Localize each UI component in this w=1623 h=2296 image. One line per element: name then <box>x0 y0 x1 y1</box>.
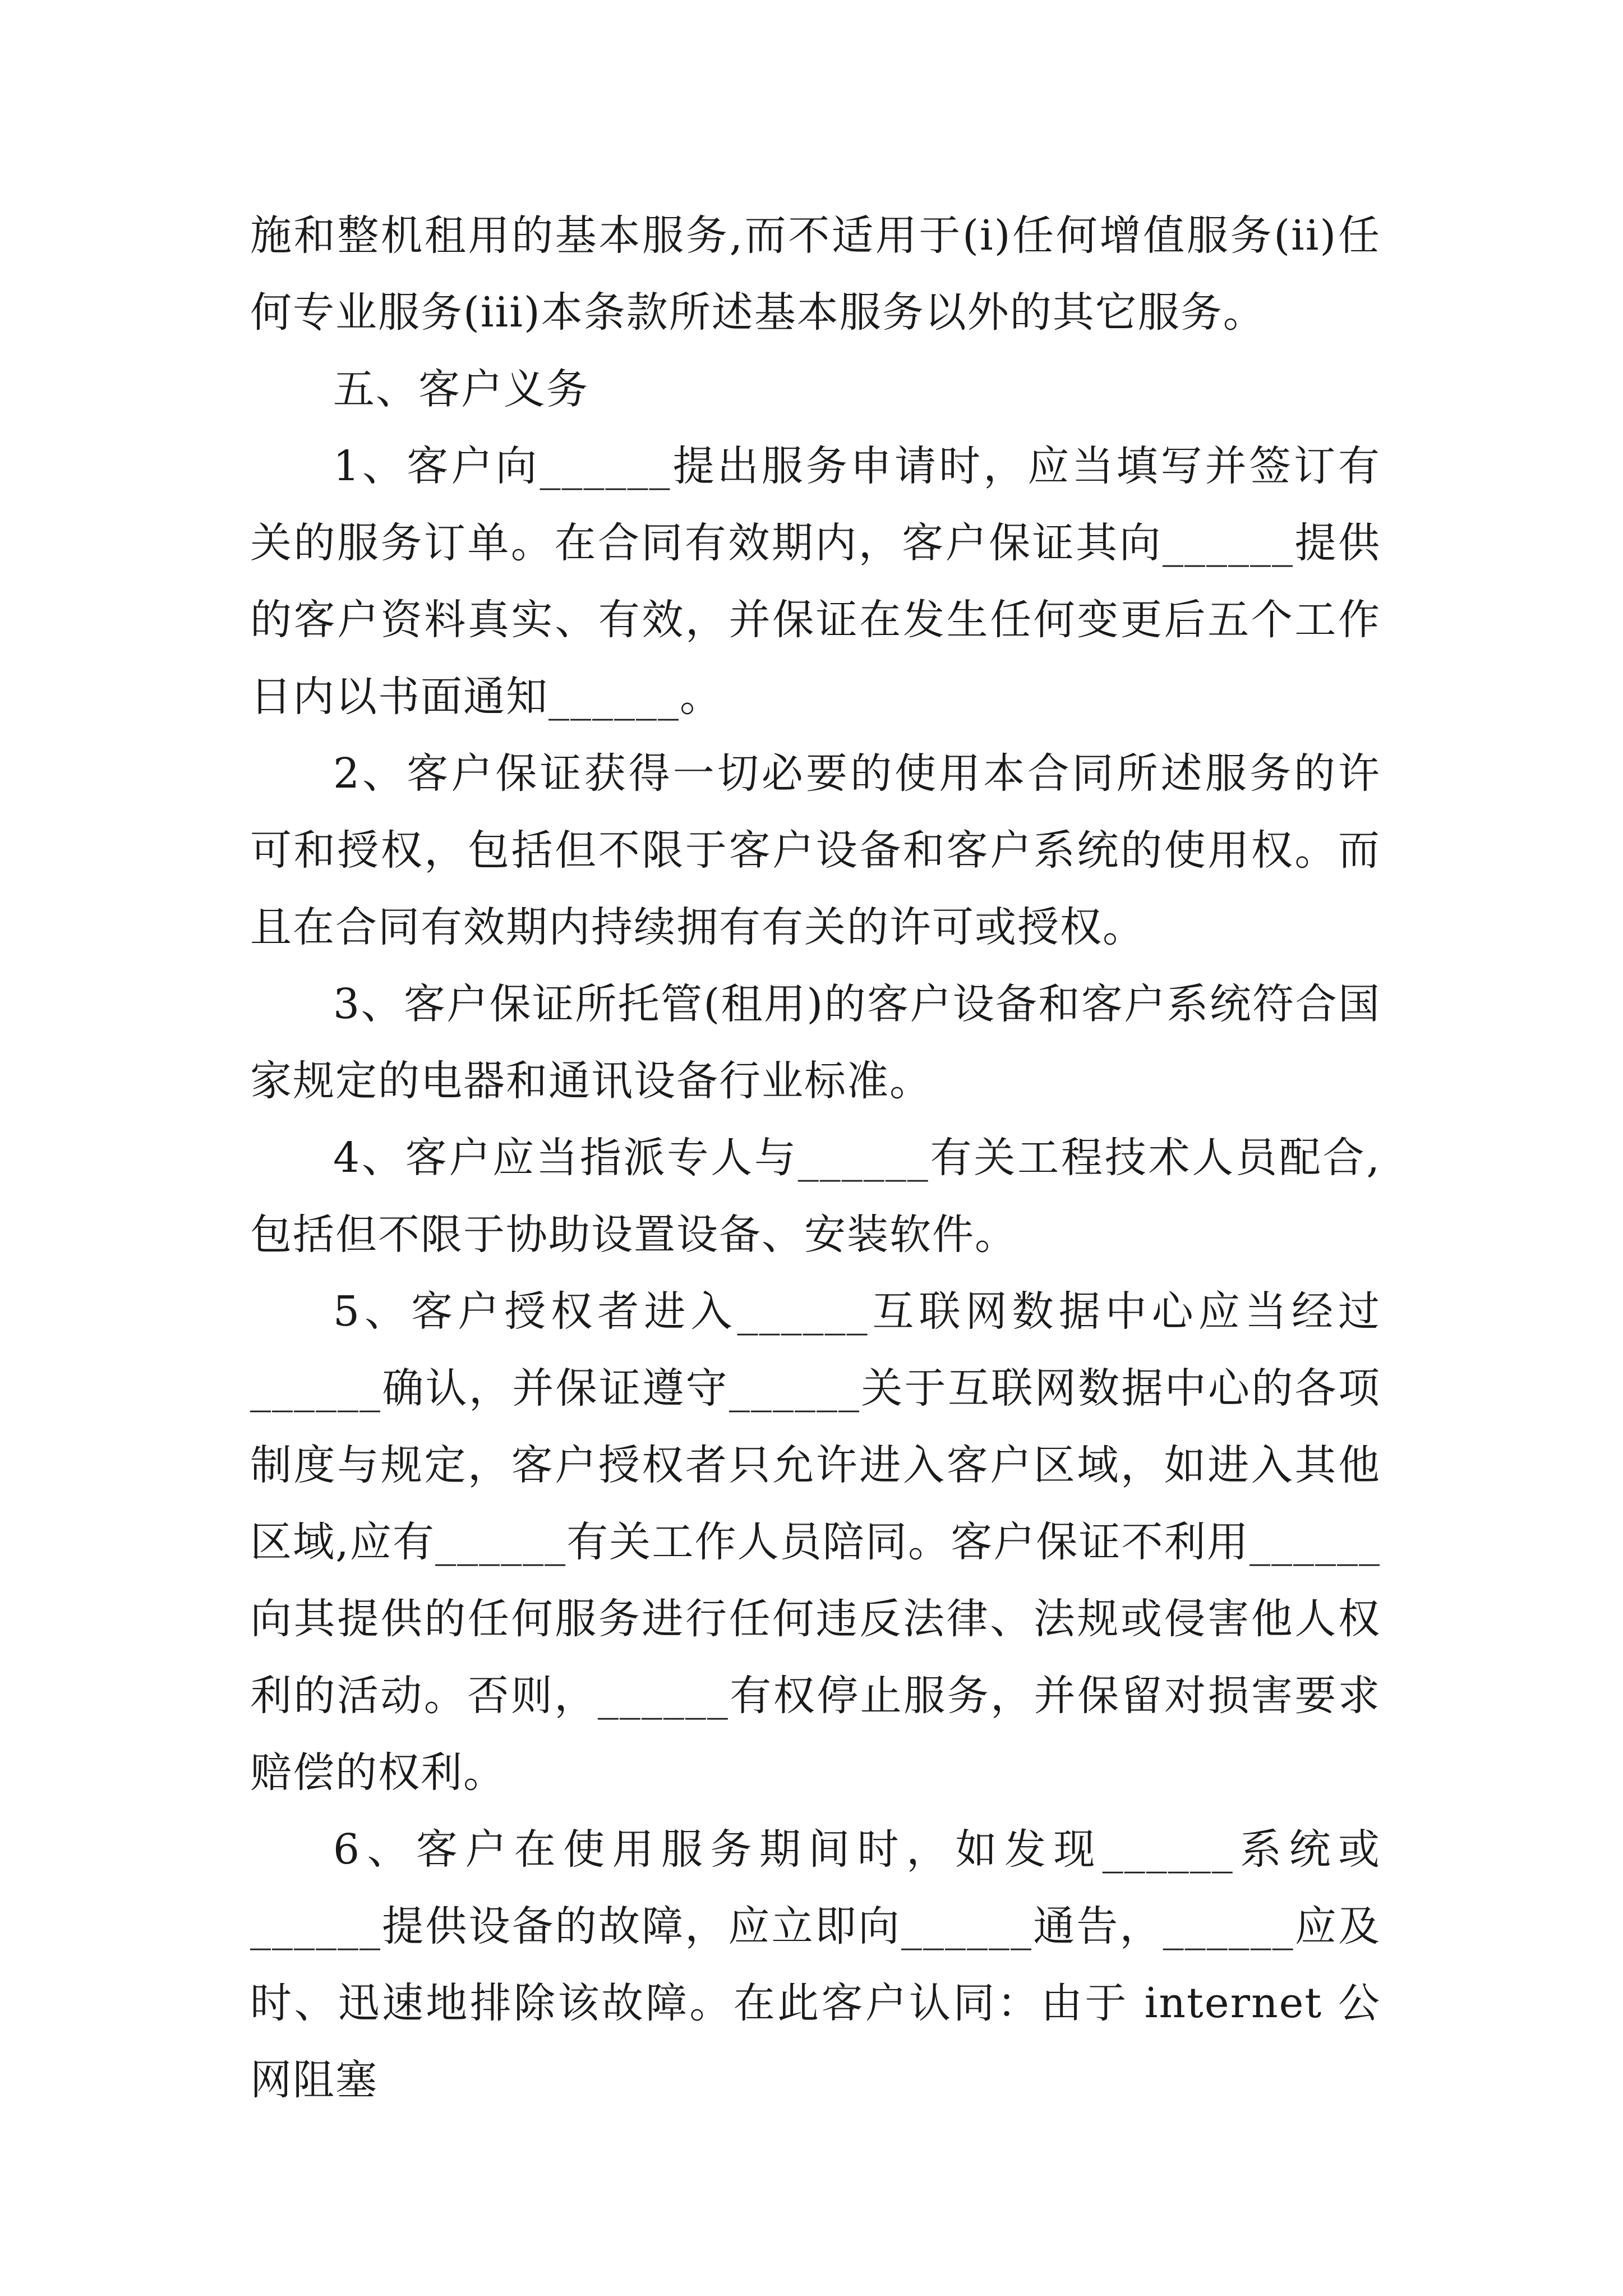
paragraph-obligation-3: 3、客户保证所托管(租用)的客户设备和客户系统符合国家规定的电器和通讯设备行业标准。 <box>250 980 1381 1105</box>
paragraph-obligation-2: 2、客户保证获得一切必要的使用本合同所述服务的许可和授权，包括但不限于客户设备和客户系统的使用权。而且在合同有效期内持续拥有有关的许可或授权。 <box>250 749 1381 951</box>
paragraph-obligation-5: 5、客户授权者进入______互联网数据中心应当经过______确认，并保证遵守______关于互联网数据中心的各项制度与规定，客户授权者只允许进入客户区域，如进入其他区域,应有______有关工作人员陪同。客户保证不利用______向其提供的任何服务进行任何违反法律、法规或侵害他人权利的活动。否则，______有权停止服务，并保留对损害要求赔偿的权利。 <box>250 1287 1381 1797</box>
document-body <box>250 197 1381 2119</box>
paragraph-obligation-4: 4、客户应当指派专人与______有关工程技术人员配合,包括但不限于协助设置设备、安装软件。 <box>250 1134 1381 1259</box>
section-heading-customer-obligations: 五、客户义务 <box>333 365 589 413</box>
paragraph-service-scope: 施和整机租用的基本服务,而不适用于(i)任何增值服务(ii)任何专业服务(iii)本条款所述基本服务以外的其它服务。 <box>250 211 1381 337</box>
paragraph-obligation-6: 6、客户在使用服务期间时，如发现______系统或______提供设备的故障，应立即向______通告，______应及时、迅速地排除该故障。在此客户认同：由于 internet 公网阻塞 <box>250 1825 1381 2104</box>
paragraph-obligation-1: 1、客户向______提出服务申请时，应当填写并签订有关的服务订单。在合同有效期内，客户保证其向______提供的客户资料真实、有效，并保证在发生任何变更后五个工作日内以书面通知______。 <box>250 442 1381 721</box>
